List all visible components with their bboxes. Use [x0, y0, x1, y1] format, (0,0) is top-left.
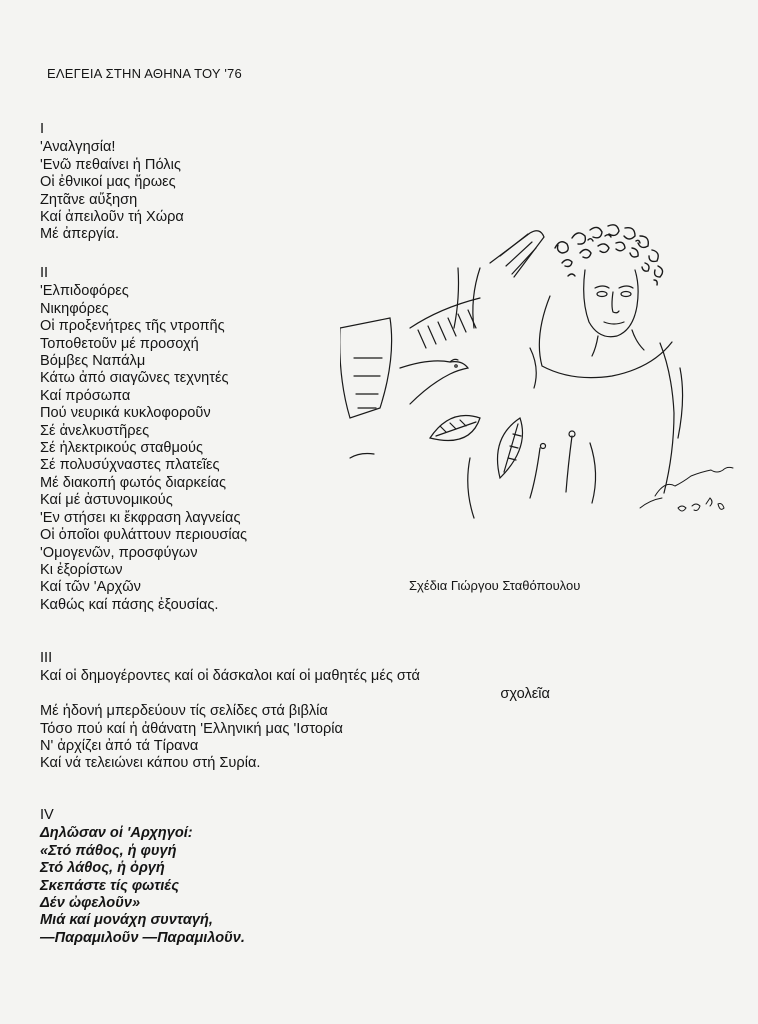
- section-number: IV: [40, 807, 54, 823]
- poem-line: 'Ενῶ πεθαίνει ἡ Πόλις: [40, 156, 181, 173]
- hair-curls: [555, 225, 663, 285]
- poem-line: Κάτω ἀπό σιαγῶνες τεχνητές: [40, 370, 229, 387]
- poem-line: Κι ἐξορίστων: [40, 561, 123, 578]
- page-title: ΕΛΕΓΕΙΑ ΣΤΗΝ ΑΘΗΝΑ ΤΟΥ '76: [47, 66, 242, 81]
- section-number: I: [40, 121, 45, 137]
- poem-line: σχολεῖα: [500, 685, 550, 702]
- illustration-caption: Σχέδια Γιώργου Σταθόπουλου: [409, 578, 581, 593]
- poem-line: Καί πρόσωπα: [40, 387, 131, 404]
- poem-line: Οἱ προξενήτρες τῆς ντροπῆς: [40, 318, 225, 335]
- poem-line: Τόσο πού καί ἡ ἀθάνατη 'Ελληνική μας 'Ιστορία: [40, 720, 343, 737]
- poem-line: Καί οἱ δημογέροντες καί οἱ δάσκαλοι καί οἱ μαθητές μές στά: [40, 668, 420, 685]
- poem-line: Τοποθετοῦν μέ προσοχή: [40, 335, 199, 352]
- poem-line: Οἱ ὁποῖοι φυλάττουν περιουσίας: [40, 527, 248, 544]
- poem-section-3: [40, 650, 550, 773]
- section-number: II: [40, 265, 49, 281]
- poem-line: Μιά καί μονάχη συνταγή,: [40, 912, 213, 929]
- poem-line: Καί νά τελειώνει κάπου στή Συρία.: [40, 755, 261, 772]
- section-number: III: [40, 650, 53, 666]
- poem-line: Σέ πολυσύχναστες πλατεῖες: [40, 457, 220, 474]
- vase-shape: [340, 318, 392, 418]
- poem-line: 'Ομογενῶν, προσφύγων: [40, 544, 198, 561]
- poem-line: Καθώς καί πάσης ἐξουσίας.: [40, 596, 219, 613]
- poem-line: Μέ ἀπεργία.: [40, 226, 120, 243]
- poem-line: Ζητᾶνε αὔξηση: [40, 191, 138, 208]
- poem-line: Καί ἀπειλοῦν τή Χώρα: [40, 209, 184, 226]
- poem-line: Οἱ ἐθνικοί μας ἥρωες: [40, 174, 176, 191]
- poem-line: —Παραμιλοῦν —Παραμιλοῦν.: [40, 929, 245, 946]
- poem-line: Σέ ἀνελκυστῆρες: [40, 422, 150, 439]
- poem-section-1: [40, 121, 184, 244]
- poem-line: Δηλῶσαν οἱ 'Αρχηγοί:: [40, 825, 193, 842]
- artist-signature: [640, 467, 733, 511]
- poem-section-2: [40, 265, 247, 614]
- poem-line: Βόμβες Ναπάλμ: [40, 353, 146, 370]
- poem-line: 'Εν στήσει κι ἔκφραση λαγνείας: [40, 509, 241, 526]
- poem-line: Μέ ἡδονή μπερδεύουν τίς σελίδες στά βιβλία: [40, 703, 328, 720]
- poem-line: 'Ελπιδοφόρες: [40, 283, 129, 300]
- poem-line: Σκεπάστε τίς φωτιές: [40, 877, 180, 894]
- leaves: [430, 416, 596, 519]
- poem-line: 'Αναλγησία!: [40, 139, 116, 156]
- poem-line: Καί μέ ἀστυνομικούς: [40, 492, 173, 509]
- poem-line: Στό λάθος, ἡ ὀργή: [40, 860, 165, 877]
- poem-section-4: [40, 807, 245, 947]
- poem-line: «Στό πάθος, ἡ φυγή: [40, 842, 177, 859]
- comb-shape: [410, 298, 480, 348]
- illustration: [340, 208, 740, 538]
- bird: [400, 359, 468, 404]
- poem-line: Μέ διακοπή φωτός διαρκείας: [40, 474, 227, 491]
- poem-line: Καί τῶν 'Αρχῶν: [40, 579, 141, 596]
- poem-line: Νικηφόρες: [40, 300, 109, 317]
- face-outline: [584, 270, 644, 356]
- poem-line: Δέν ὠφελοῦν»: [40, 895, 141, 912]
- poem-line: Σέ ἠλεκτρικούς σταθμούς: [40, 440, 204, 457]
- raised-hand: [454, 231, 544, 328]
- poem-line: Ν' ἀρχίζει ἀπό τά Τίρανα: [40, 738, 199, 755]
- poem-line: Πού νευρικά κυκλοφοροῦν: [40, 405, 211, 422]
